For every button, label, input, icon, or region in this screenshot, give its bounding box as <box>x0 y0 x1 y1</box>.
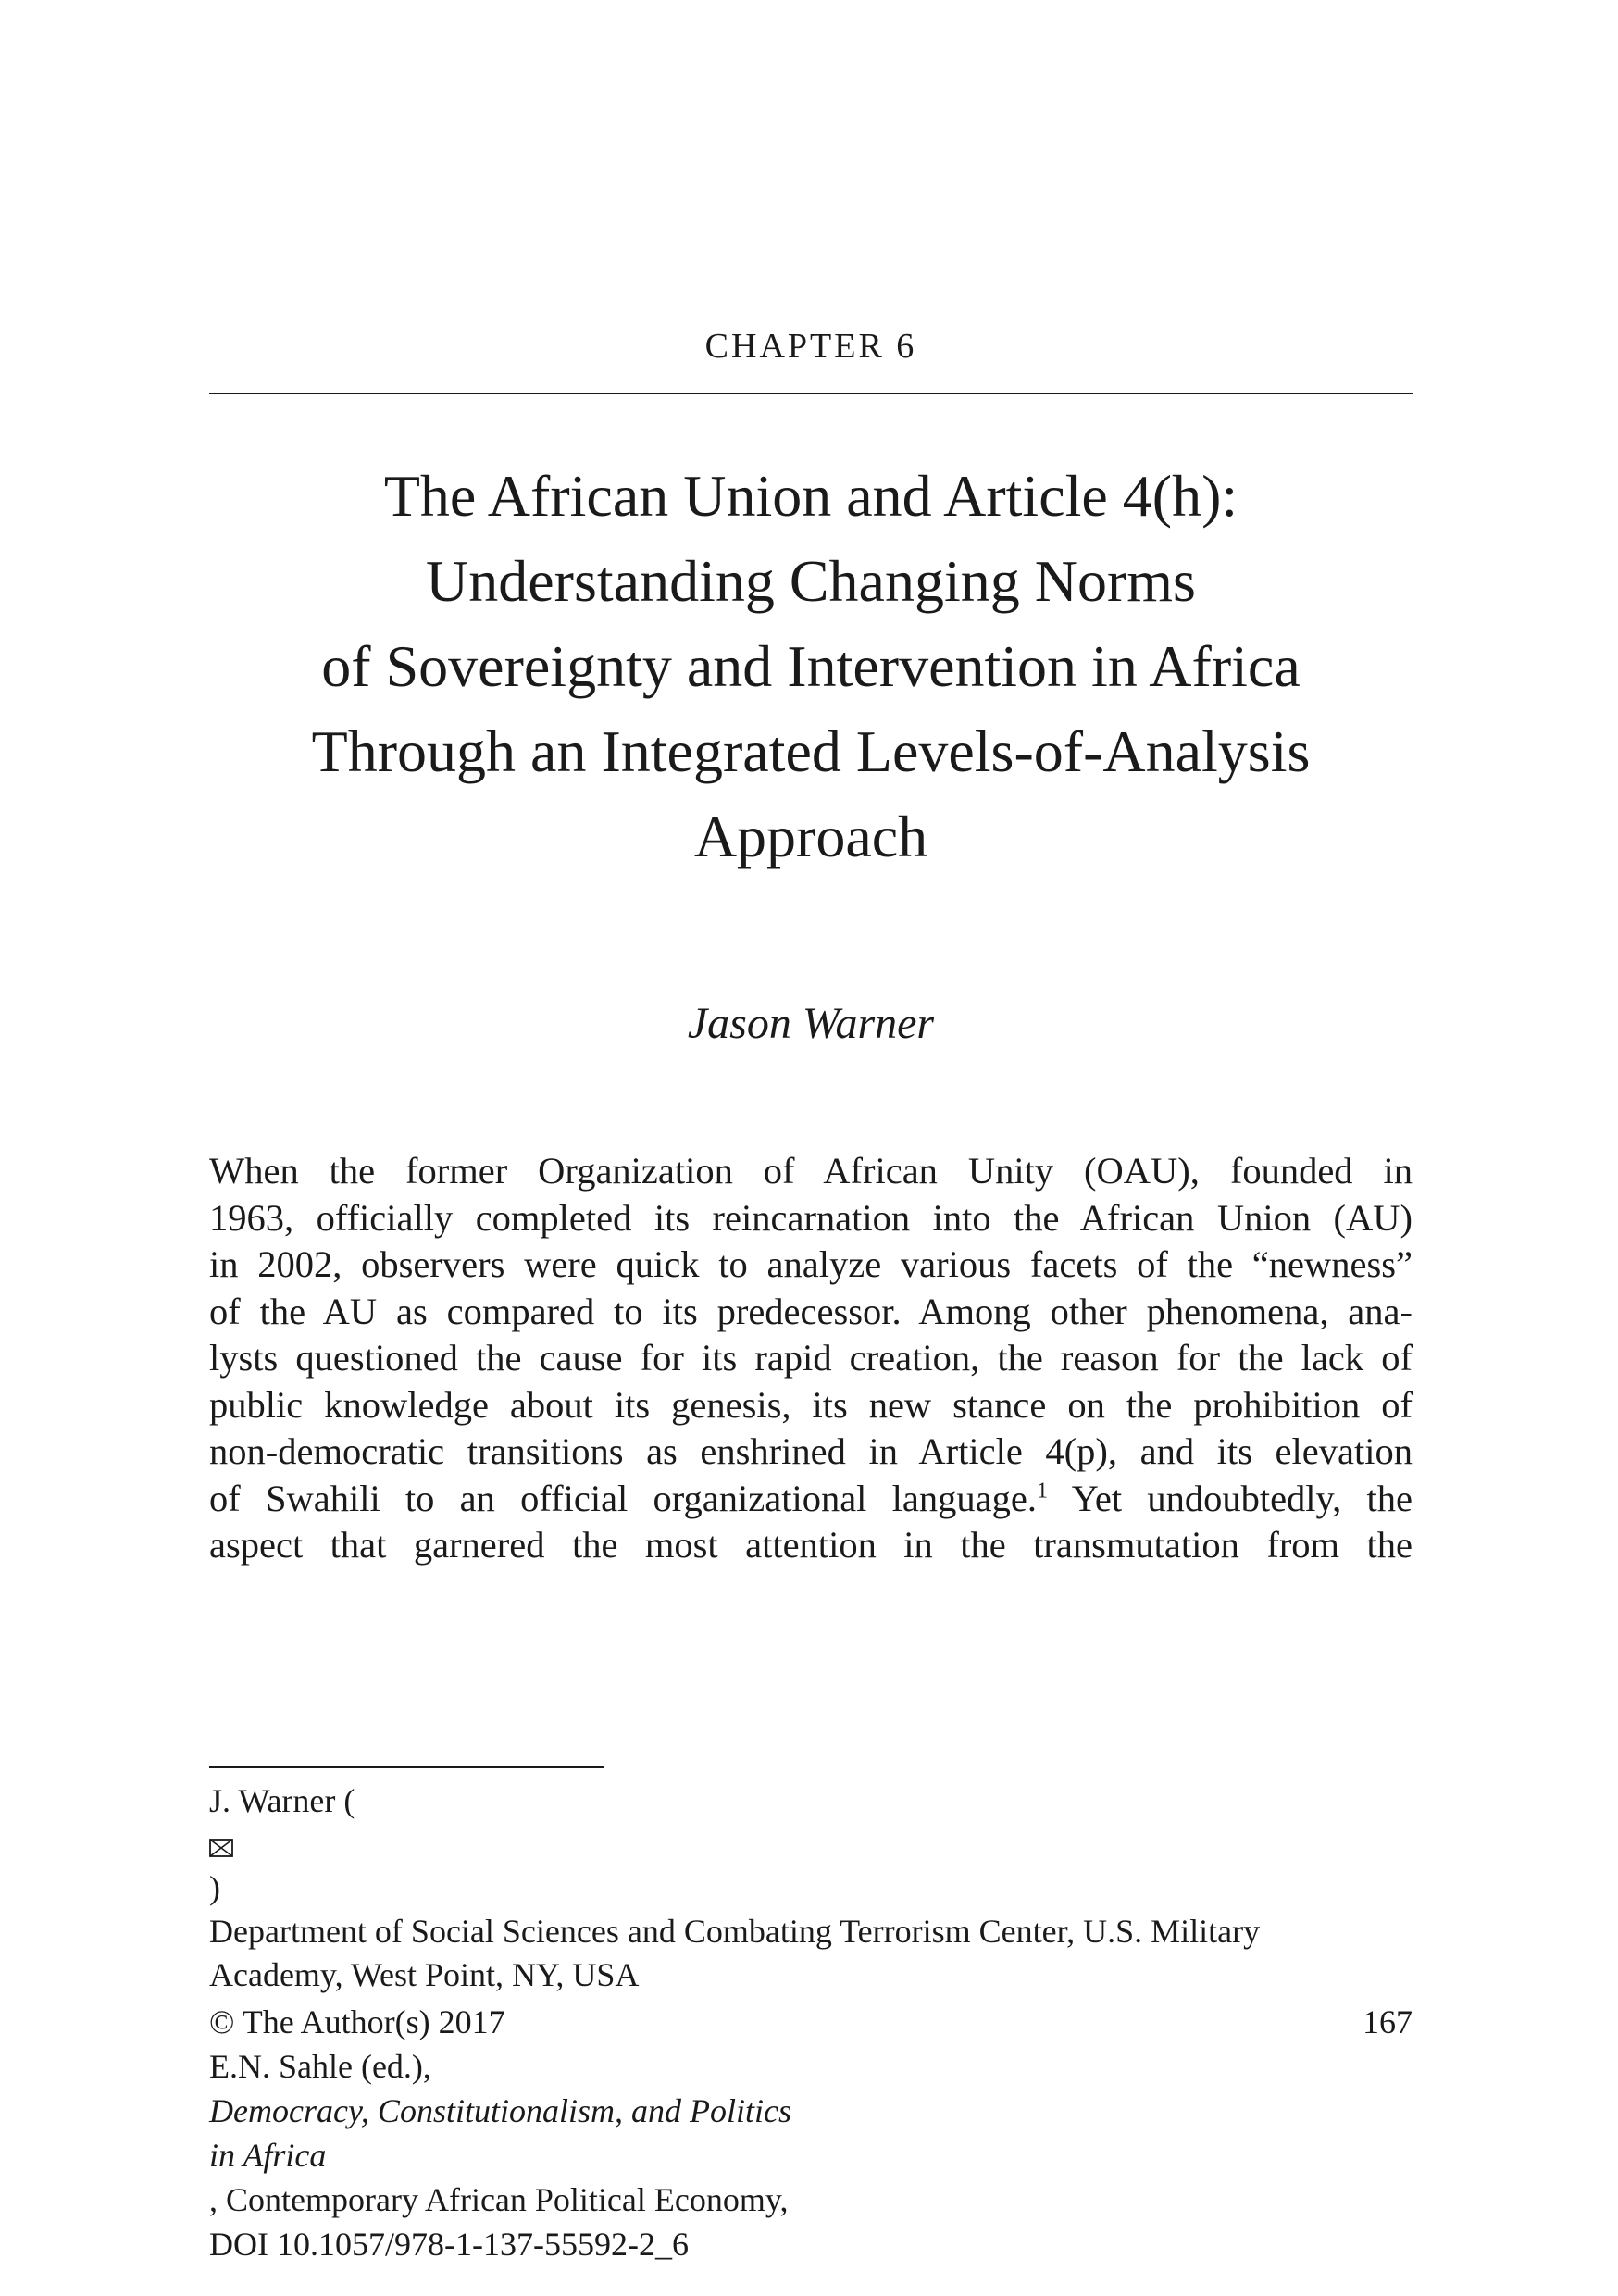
copyright-block <box>209 2000 1227 2266</box>
body-paragraph <box>209 1148 1413 1569</box>
book-title: in Africa <box>209 2137 327 2174</box>
envelope-icon[interactable] <box>209 1839 233 1857</box>
affiliation-author-close: ) <box>209 1869 220 1906</box>
series-name: , Contemporary African Political Economy, <box>209 2181 789 2218</box>
body-line: lysts questioned the cause for its rapid creation, the reason for the lack of <box>209 1337 1413 1379</box>
book-title: Democracy, Constitutionalism, and Politics <box>209 2092 791 2129</box>
body-line <box>209 1476 1413 1523</box>
body-line: When the former Organization of African Unity (OAU), founded in <box>209 1150 1413 1192</box>
editor: E.N. Sahle (ed.), <box>209 2048 431 2085</box>
title-line: Through an Integrated Levels-of-Analysis <box>311 718 1311 784</box>
title-line: Understanding Changing Norms <box>426 548 1196 614</box>
affiliation-author: J. Warner ( <box>209 1782 355 1819</box>
author-name: Jason Warner <box>687 999 935 1048</box>
citation-line <box>209 2044 1227 2133</box>
body-line: of the AU as compared to its predecessor. Among other phenomena, ana- <box>209 1290 1413 1332</box>
doi[interactable]: DOI 10.1057/978-1-137-55592-2_6 <box>209 2226 689 2263</box>
title-line: Approach <box>693 804 928 869</box>
body-text-segment: of Swahili to an official organizational language. <box>209 1477 1037 1519</box>
body-line: 1963, officially completed its reincarnation into the African Union (AU) <box>209 1196 1413 1239</box>
body-line: non-democratic transitions as enshrined in Article 4(p), and its elevation <box>209 1430 1413 1472</box>
body-line: public knowledge about its genesis, its new stance on the prohibition of <box>209 1383 1413 1426</box>
footnote-divider <box>209 1766 604 1768</box>
copyright-line: © The Author(s) 2017 <box>209 2003 505 2040</box>
title-line: The African Union and Article 4(h): <box>383 463 1238 529</box>
affiliation-line: Academy, West Point, NY, USA <box>209 1956 640 1993</box>
citation-line <box>209 2133 1227 2222</box>
chapter-label: CHAPTER 6 <box>704 327 917 366</box>
body-line: in 2002, observers were quick to analyze various facets of the “newness” <box>209 1243 1413 1285</box>
footnote-reference[interactable]: 1 <box>1036 1479 1048 1503</box>
chapter-divider <box>209 393 1413 394</box>
affiliation-author-line <box>209 1779 1413 1910</box>
page-number: 167 <box>1363 2003 1413 2040</box>
chapter-title <box>209 454 1413 880</box>
title-line: of Sovereignty and Intervention in Africa <box>321 633 1301 699</box>
body-line: aspect that garnered the most attention in the transmutation from the <box>209 1524 1413 1566</box>
affiliation-line: Department of Social Sciences and Combating Terrorism Center, U.S. Military <box>209 1913 1261 1950</box>
author-affiliation <box>209 1779 1413 1997</box>
body-text-segment: Yet undoubtedly, the <box>1047 1477 1413 1519</box>
